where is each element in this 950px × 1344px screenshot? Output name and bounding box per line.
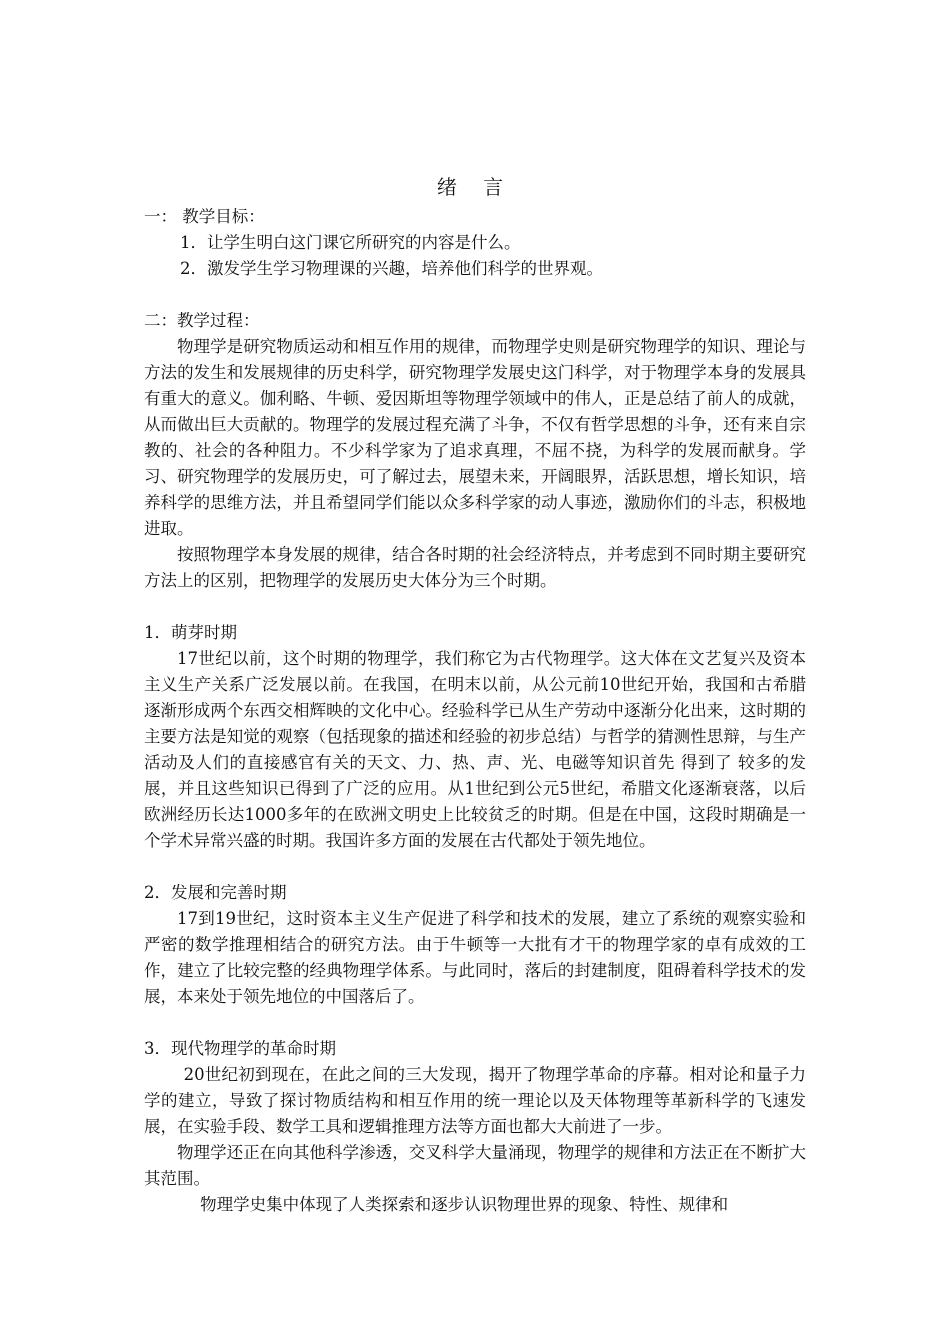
paragraph-history-summary: 物理学史集中体现了人类探索和逐步认识物理世界的现象、特性、规律和: [200, 1195, 729, 1214]
page-title: 绪 言: [436, 175, 514, 199]
spacer: [144, 282, 806, 308]
spacer: [144, 594, 806, 620]
section-heading-objectives: 一： 教学目标：: [144, 207, 265, 226]
period-heading-3: 3．现代物理学的革命时期: [144, 1039, 336, 1058]
paragraph-penetration: 物理学还正在向其他科学渗透，交叉科学大量涌现，物理学的规律和方法正在不断扩大其范围。: [144, 1143, 806, 1188]
spacer: [144, 854, 806, 880]
paragraph-periods: 按照物理学本身发展的规律，结合各时期的社会经济特点，并考虑到不同时期主要研究方法上的区别，把物理学的发展历史大体分为三个时期。: [144, 545, 806, 590]
section-heading-process: 二：教学过程：: [144, 311, 260, 330]
spacer: [144, 1010, 806, 1036]
paragraph-period-1: 17世纪以前，这个时期的物理学，我们称它为古代物理学。这大体在文艺复兴及资本主义生产关系广泛发展以前。在我国，在明末以前，从公元前10世纪开始，我国和古希腊逐渐形成两个东西交相辉映的文化中心。经验科学已从生产劳动中逐渐分化出来，这时期的主要方法是知觉的观察（包括现象的描述和经验的初步总结）与哲学的猜测性思辩，与生产活动及人们的直接感官有关的天文、力、热、声、光、电磁等知识首先 得到了 较多的发展，并且这些知识已得到了广泛的应用。从1世纪到公元5世纪，希腊文化逐渐衰落，以后欧洲经历长达1000多年的在欧洲文明史上比较贫乏的时期。但是在中国，这段时期确是一个学术异常兴盛的时期。我国许多方面的发展在古代都处于领先地位。: [144, 649, 806, 850]
document-page: [144, 170, 806, 1218]
paragraph-period-2: 17到19世纪，这时资本主义生产促进了科学和技术的发展，建立了系统的观察实验和严密的数学推理相结合的研究方法。由于牛顿等一大批有才干的物理学家的卓有成效的工作，建立了比较完整的经典物理学体系。与此同时，落后的封建制度，阻碍着科学技术的发展，本来处于领先地位的中国落后了。: [144, 909, 806, 1006]
paragraph-period-3: 20世纪初到现在，在此之间的三大发现，揭开了物理学革命的序幕。相对论和量子力学的建立，导致了探讨物质结构和相互作用的统一理论以及天体物理等革新科学的飞速发展，在实验手段、数学工具和逻辑推理方法等方面也都大大前进了一步。: [144, 1065, 806, 1136]
period-heading-1: 1．萌芽时期: [144, 623, 237, 642]
objective-item-1: 1．让学生明白这门课它所研究的内容是什么。: [180, 233, 521, 252]
paragraph-intro: 物理学是研究物质运动和相互作用的规律，而物理学史则是研究物理学的知识、理论与方法的发生和发展规律的历史科学，研究物理学发展史这门科学，对于物理学本身的发展具有重大的意义。伽利略、牛顿、爱因斯坦等物理学领域中的伟人，正是总结了前人的成就，从而做出巨大贡献的。物理学的发展过程充满了斗争，不仅有哲学思想的斗争，还有来自宗教的、社会的各种阻力。不少科学家为了追求真理，不屈不挠，为科学的发展而献身。学习、研究物理学的发展历史，可了解过去，展望未来，开阔眼界，活跃思想，增长知识，培养科学的思维方法，并且希望同学们能以众多科学家的动人事迹，激励你们的斗志，积极地进取。: [144, 337, 806, 538]
period-heading-2: 2．发展和完善时期: [144, 883, 287, 902]
objective-item-2: 2．激发学生学习物理课的兴趣，培养他们科学的世界观。: [180, 259, 603, 278]
